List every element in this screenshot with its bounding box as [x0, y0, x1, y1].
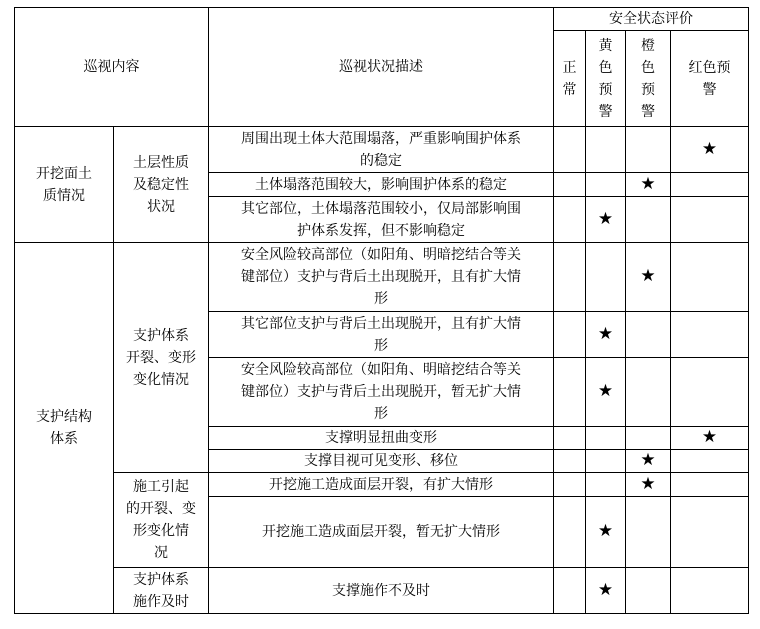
rating-cell-level-orange	[626, 312, 671, 358]
rating-cell-level-yellow	[586, 427, 626, 450]
rating-cell-level-normal	[554, 358, 586, 427]
table-row	[15, 127, 749, 173]
rating-cell-level-orange	[626, 173, 671, 197]
row-description: 其它部位支护与背后土出现脱开，且有扩大情 形	[209, 312, 554, 358]
table-row	[15, 568, 749, 614]
rating-cell-level-yellow	[586, 450, 626, 473]
star-icon: ★	[640, 473, 656, 494]
row-description: 安全风险较高部位（如阳角、明暗挖结合等关 键部位）支护与背后土出现脱开，暂无扩大情 形	[209, 358, 554, 427]
rating-cell-level-orange	[626, 358, 671, 427]
row-description: 支撑明显扭曲变形	[209, 427, 554, 450]
subgroup-name: 土层性质 及稳定性 状况	[114, 127, 209, 243]
star-icon: ★	[640, 173, 656, 194]
safety-evaluation-table	[14, 7, 749, 614]
rating-cell-level-orange	[626, 450, 671, 473]
rating-cell-level-orange	[626, 497, 671, 568]
row-description: 土体塌落范围较大，影响围护体系的稳定	[209, 173, 554, 197]
rating-cell-level-red	[671, 173, 749, 197]
star-icon: ★	[701, 138, 718, 159]
header-level-yellow: 黄 色 预 警	[586, 31, 626, 127]
rating-cell-level-yellow	[586, 173, 626, 197]
header-level-red: 红色预 警	[671, 31, 749, 127]
star-icon: ★	[597, 323, 614, 344]
rating-cell-level-yellow	[586, 197, 626, 243]
subgroup-name: 支护体系 开裂、变形 变化情况	[114, 243, 209, 473]
star-icon: ★	[640, 266, 656, 286]
rating-cell-level-red	[671, 197, 749, 243]
rating-cell-level-red	[671, 243, 749, 312]
star-icon: ★	[701, 427, 718, 447]
table-row	[15, 473, 749, 497]
rating-cell-level-orange	[626, 427, 671, 450]
row-description: 周围出现土体大范围塌落，严重影响围护体系 的稳定	[209, 127, 554, 173]
group-name: 支护结构 体系	[15, 243, 114, 614]
row-description: 开挖施工造成面层开裂，有扩大情形	[209, 473, 554, 497]
rating-cell-level-normal	[554, 450, 586, 473]
row-description: 安全风险较高部位（如阳角、明暗挖结合等关 键部位）支护与背后土出现脱开，且有扩大情 形	[209, 243, 554, 312]
row-description: 支撑目视可见变形、移位	[209, 450, 554, 473]
rating-cell-level-orange	[626, 127, 671, 173]
rating-cell-level-red	[671, 427, 749, 450]
table-row	[15, 243, 749, 312]
rating-cell-level-normal	[554, 427, 586, 450]
rating-cell-level-normal	[554, 568, 586, 614]
rating-cell-level-orange	[626, 243, 671, 312]
subgroup-name: 支护体系 施作及时	[114, 568, 209, 614]
rating-cell-level-yellow	[586, 243, 626, 312]
row-description: 支撑施作不及时	[209, 568, 554, 614]
star-icon: ★	[640, 450, 656, 470]
rating-cell-level-normal	[554, 497, 586, 568]
subgroup-name: 施工引起 的开裂、变 形变化情 况	[114, 473, 209, 568]
rating-cell-level-yellow	[586, 497, 626, 568]
rating-cell-level-yellow	[586, 473, 626, 497]
rating-cell-level-normal	[554, 243, 586, 312]
group-name: 开挖面土 质情况	[15, 127, 114, 243]
rating-cell-level-normal	[554, 173, 586, 197]
star-icon: ★	[597, 521, 614, 541]
row-description: 开挖施工造成面层开裂，暂无扩大情形	[209, 497, 554, 568]
header-level-normal: 正 常	[554, 31, 586, 127]
star-icon: ★	[597, 381, 614, 401]
rating-cell-level-normal	[554, 312, 586, 358]
rating-cell-level-red	[671, 497, 749, 568]
rating-cell-level-red	[671, 568, 749, 614]
header-level-orange: 橙 色 预 警	[626, 31, 671, 127]
rating-cell-level-yellow	[586, 127, 626, 173]
rating-cell-level-yellow	[586, 358, 626, 427]
rating-cell-level-red	[671, 358, 749, 427]
rating-cell-level-normal	[554, 197, 586, 243]
rating-cell-level-normal	[554, 473, 586, 497]
rating-cell-level-orange	[626, 197, 671, 243]
rating-cell-level-orange	[626, 473, 671, 497]
rating-cell-level-red	[671, 450, 749, 473]
rating-cell-level-red	[671, 473, 749, 497]
star-icon: ★	[597, 579, 614, 600]
rating-cell-level-red	[671, 127, 749, 173]
row-description: 其它部位，土体塌落范围较小，仅局部影响围 护体系发挥，但不影响稳定	[209, 197, 554, 243]
rating-cell-level-yellow	[586, 312, 626, 358]
header-content-col: 巡视内容	[15, 8, 209, 127]
rating-cell-level-yellow	[586, 568, 626, 614]
rating-cell-level-orange	[626, 568, 671, 614]
rating-cell-level-red	[671, 312, 749, 358]
star-icon: ★	[597, 208, 614, 229]
header-desc-col: 巡视状况描述	[209, 8, 554, 127]
rating-cell-level-normal	[554, 127, 586, 173]
header-safety-eval: 安全状态评价	[554, 8, 749, 31]
